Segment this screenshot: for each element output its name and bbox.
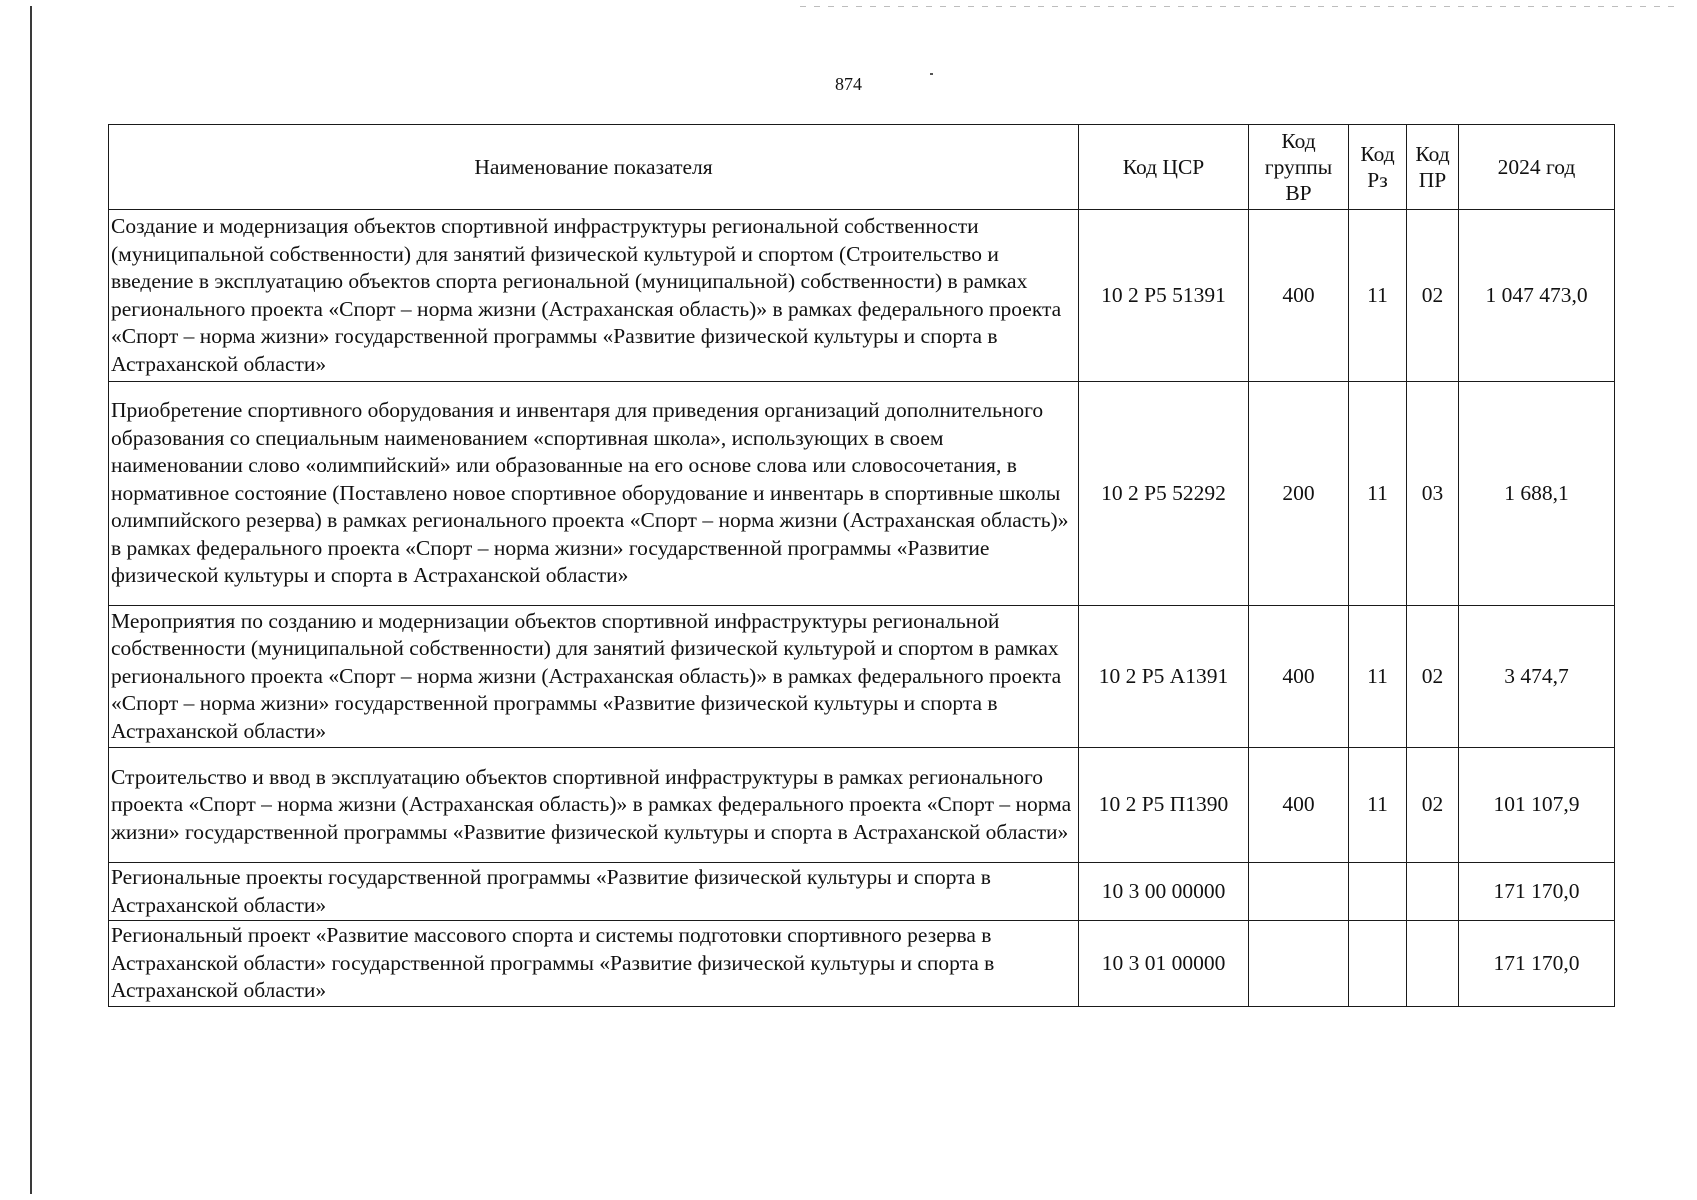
row-vr [1249,921,1349,1007]
row-rz: 11 [1349,606,1407,748]
budget-table [108,124,1615,1007]
table-header [109,125,1615,210]
row-year: 1 688,1 [1459,382,1615,606]
row-pr [1407,863,1459,921]
table-row [109,921,1615,1007]
row-pr: 02 [1407,210,1459,382]
row-csr: 10 2 Р5 А1391 [1079,606,1249,748]
scan-top-edge [800,6,1680,7]
row-vr [1249,863,1349,921]
table-row [109,382,1615,606]
row-csr: 10 3 01 00000 [1079,921,1249,1007]
row-name: Приобретение спортивного оборудования и инвентаря для приведения организаций дополнительного образования со специальным наименованием «спортивная школа», использующих в своем наименовании слово «олимпийский» или образованные на его основе слова или словосочетания, в нормативное состояние (Поставлено новое спортивное оборудование и инвентарь в спортивные школы олимпийского резерва) в рамках регионального проекта «Спорт – норма жизни (Астраханская область)» в рамках федерального проекта «Спорт – норма жизни» государственной программы «Развитие физической культуры и спорта в Астраханской области» [109,382,1079,606]
row-csr: 10 2 Р5 51391 [1079,210,1249,382]
header-csr: Код ЦСР [1079,125,1249,210]
row-vr: 200 [1249,382,1349,606]
table-row [109,863,1615,921]
row-year: 1 047 473,0 [1459,210,1615,382]
row-csr: 10 3 00 00000 [1079,863,1249,921]
header-row [109,125,1615,210]
row-year: 3 474,7 [1459,606,1615,748]
row-pr: 02 [1407,748,1459,863]
scan-left-edge [30,6,32,1194]
row-rz: 11 [1349,748,1407,863]
header-vr: Код группы ВР [1249,125,1349,210]
table-row [109,748,1615,863]
row-csr: 10 2 Р5 П1390 [1079,748,1249,863]
header-name: Наименование показателя [109,125,1079,210]
header-rz: Код Рз [1349,125,1407,210]
row-name: Мероприятия по созданию и модернизации объектов спортивной инфраструктуры региональной собственности (муниципальной собственности) для занятий физической культурой и спортом в рамках регионального проекта «Спорт – норма жизни (Астраханская область)» в рамках федерального проекта «Спорт – норма жизни» государственной программы «Развитие физической культуры и спорта в Астраханской области» [109,606,1079,748]
row-csr: 10 2 Р5 52292 [1079,382,1249,606]
header-year: 2024 год [1459,125,1615,210]
table-body [109,210,1615,1007]
row-pr [1407,921,1459,1007]
row-rz: 11 [1349,382,1407,606]
row-pr: 02 [1407,606,1459,748]
row-name: Строительство и ввод в эксплуатацию объектов спортивной инфраструктуры в рамках регионального проекта «Спорт – норма жизни (Астраханская область)» в рамках федерального проекта «Спорт – норма жизни» государственной программы «Развитие физической культуры и спорта в Астраханской области» [109,748,1079,863]
row-pr: 03 [1407,382,1459,606]
row-year: 101 107,9 [1459,748,1615,863]
header-pr: Код ПР [1407,125,1459,210]
row-year: 171 170,0 [1459,863,1615,921]
row-rz: 11 [1349,210,1407,382]
table-row [109,606,1615,748]
row-name: Региональные проекты государственной программы «Развитие физической культуры и спорта в Астраханской области» [109,863,1079,921]
row-vr: 400 [1249,606,1349,748]
row-vr: 400 [1249,210,1349,382]
row-name: Региональный проект «Развитие массового спорта и системы подготовки спортивного резерва в Астраханской области» государственной программы «Развитие физической культуры и спорта в Астраханской области» [109,921,1079,1007]
row-year: 171 170,0 [1459,921,1615,1007]
page-number: 874 [835,74,862,94]
row-name: Создание и модернизация объектов спортивной инфраструктуры региональной собственности (муниципальной собственности) для занятий физической культурой и спортом (Строительство и введение в эксплуатацию объектов спорта региональной (муниципальной) собственности) в рамках регионального проекта «Спорт – норма жизни (Астраханская область)» в рамках федерального проекта «Спорт – норма жизни» государственной программы «Развитие физической культуры и спорта в Астраханской области» [109,210,1079,382]
row-vr: 400 [1249,748,1349,863]
row-rz [1349,921,1407,1007]
row-rz [1349,863,1407,921]
table-row [109,210,1615,382]
